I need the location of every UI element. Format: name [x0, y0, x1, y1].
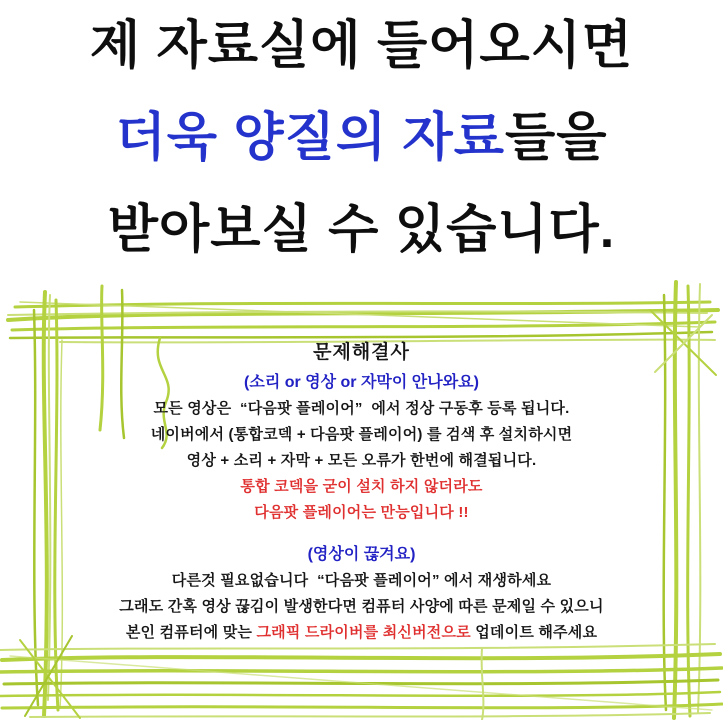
section1-line-1: 모든 영상은 “다음팟 플레이어” 에서 정상 구동후 등록 됩니다.: [153, 400, 570, 417]
notice-box: [0, 280, 723, 720]
section1-line-3: 영상 + 소리 + 자막 + 모든 오류가 한번에 해결됩니다.: [186, 452, 537, 469]
section1-heading: (소리 or 영상 or 자막이 안나와요): [244, 374, 479, 391]
section1-line-2: 네이버에서 (통합코덱 + 다음팟 플레이어) 를 검색 후 설치하시면: [150, 426, 573, 443]
header-line-2-highlight: 더욱 양질의 자료: [115, 109, 506, 167]
notice-content: [60, 342, 663, 646]
section2-line-3-highlight: 그래픽 드라이버를 최신버전으로: [256, 624, 471, 641]
section1-warning-2: 다음팟 플레이어는 만능입니다 !!: [254, 504, 469, 521]
section2-line-3-suffix: 업데이트 해주세요: [470, 624, 598, 641]
section2-heading: (영상이 끊겨요): [307, 546, 416, 563]
section2-line-2: 그래도 간혹 영상 끊김이 발생한다면 컴퓨터 사양에 따른 문제일 수 있으니: [119, 598, 604, 615]
header-line-2-rest: 들을: [505, 109, 608, 167]
section1-warning-1: 통합 코덱을 굳이 설치 하지 않더라도: [240, 478, 483, 495]
section2-line-3: [60, 620, 663, 646]
header-line-1: 제 자료실에 들어오시면: [89, 17, 634, 75]
notice-title: 문제해결사: [313, 342, 410, 363]
section2-line-1: 다른것 필요없습니다 “다음팟 플레이어” 에서 재생하세요: [171, 572, 552, 589]
header-line-3: 받아보실 수 있습니다.: [107, 201, 616, 259]
header-message: [0, 0, 723, 285]
header-line-2: [116, 108, 608, 168]
section2-line-3-prefix: 본인 컴퓨터에 맞는: [125, 624, 257, 641]
